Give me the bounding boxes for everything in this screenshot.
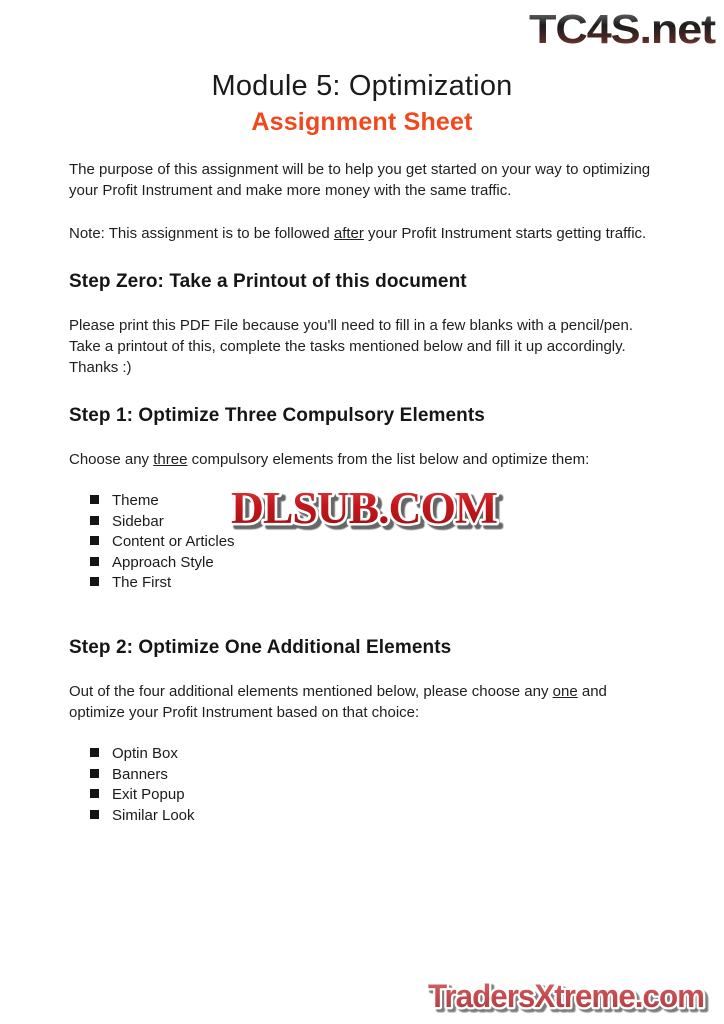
square-bullet-icon — [90, 748, 99, 757]
tradersxtreme-logo-text: TradersXtreme.com — [428, 978, 704, 1014]
step-2-lead-prefix: Out of the four additional elements mentioned below, please choose any — [69, 682, 553, 700]
square-bullet-icon — [90, 536, 99, 545]
page-subtitle: Assignment Sheet — [251, 108, 473, 136]
list-item — [90, 744, 658, 765]
step-zero-heading: Step Zero: Take a Printout of this document — [69, 271, 467, 292]
tc4s-logo-text: TC4S.net — [529, 6, 717, 52]
note-paragraph — [69, 223, 658, 244]
note-text-suffix: your Profit Instrument starts getting traffic. — [363, 225, 647, 242]
list-item — [90, 765, 658, 786]
square-bullet-icon — [90, 810, 99, 819]
list-item — [90, 553, 658, 574]
list-item-label: Content or Articles — [112, 533, 235, 551]
step-1-lead-suffix: compulsory elements from the list below and optimize them: — [187, 451, 590, 468]
step-1-lead — [69, 449, 658, 470]
square-bullet-icon — [90, 495, 99, 504]
tradersxtreme-logo — [418, 974, 718, 1020]
step-2-heading: Step 2: Optimize One Additional Elements — [69, 636, 452, 658]
list-item-label: Theme — [112, 492, 159, 509]
step-2-lead-suffix: and optimize your Profit Instrument based on that choice: — [69, 682, 607, 721]
step-1-heading: Step 1: Optimize Three Compulsory Elements — [69, 405, 485, 426]
step-2-underlined-word: one — [552, 682, 578, 700]
step-zero-paragraph: Please print this PDF File because you'll need to fill in a few blanks with a pencil/pen. Take a printout of this, complete the tasks mentioned below and fill it up accordingly. Thanks :) — [69, 317, 633, 376]
list-item — [90, 573, 658, 594]
list-item — [90, 806, 658, 827]
dlsub-watermark-text: DLSUB.COM — [231, 483, 498, 533]
square-bullet-icon — [90, 789, 99, 798]
square-bullet-icon — [90, 557, 99, 566]
page-title: Module 5: Optimization — [211, 70, 513, 102]
list-item-label: Banners — [112, 765, 168, 783]
list-item-label: Optin Box — [112, 744, 178, 762]
intro-paragraph: The purpose of this assignment will be to help you get started on your way to optimizing your Profit Instrument and make more money with the same traffic. — [69, 161, 651, 199]
additional-elements-list — [69, 744, 658, 826]
list-item-label: Similar Look — [112, 806, 195, 824]
square-bullet-icon — [90, 769, 99, 778]
step-2-lead — [69, 681, 658, 723]
step-1-underlined-word: three — [153, 451, 188, 468]
note-text-prefix: Note: This assignment is to be followed — [69, 225, 334, 242]
tc4s-logo — [525, 2, 720, 52]
step-1-lead-prefix: Choose any — [69, 451, 154, 468]
list-item-label: Approach Style — [112, 553, 214, 571]
list-item-label: Sidebar — [112, 512, 164, 530]
square-bullet-icon — [90, 516, 99, 525]
list-item-label: Exit Popup — [112, 786, 185, 804]
note-underlined-word: after — [333, 225, 364, 242]
square-bullet-icon — [90, 577, 99, 586]
dlsub-watermark — [224, 479, 508, 537]
list-item-label: The First — [112, 574, 172, 592]
list-item — [90, 785, 658, 806]
